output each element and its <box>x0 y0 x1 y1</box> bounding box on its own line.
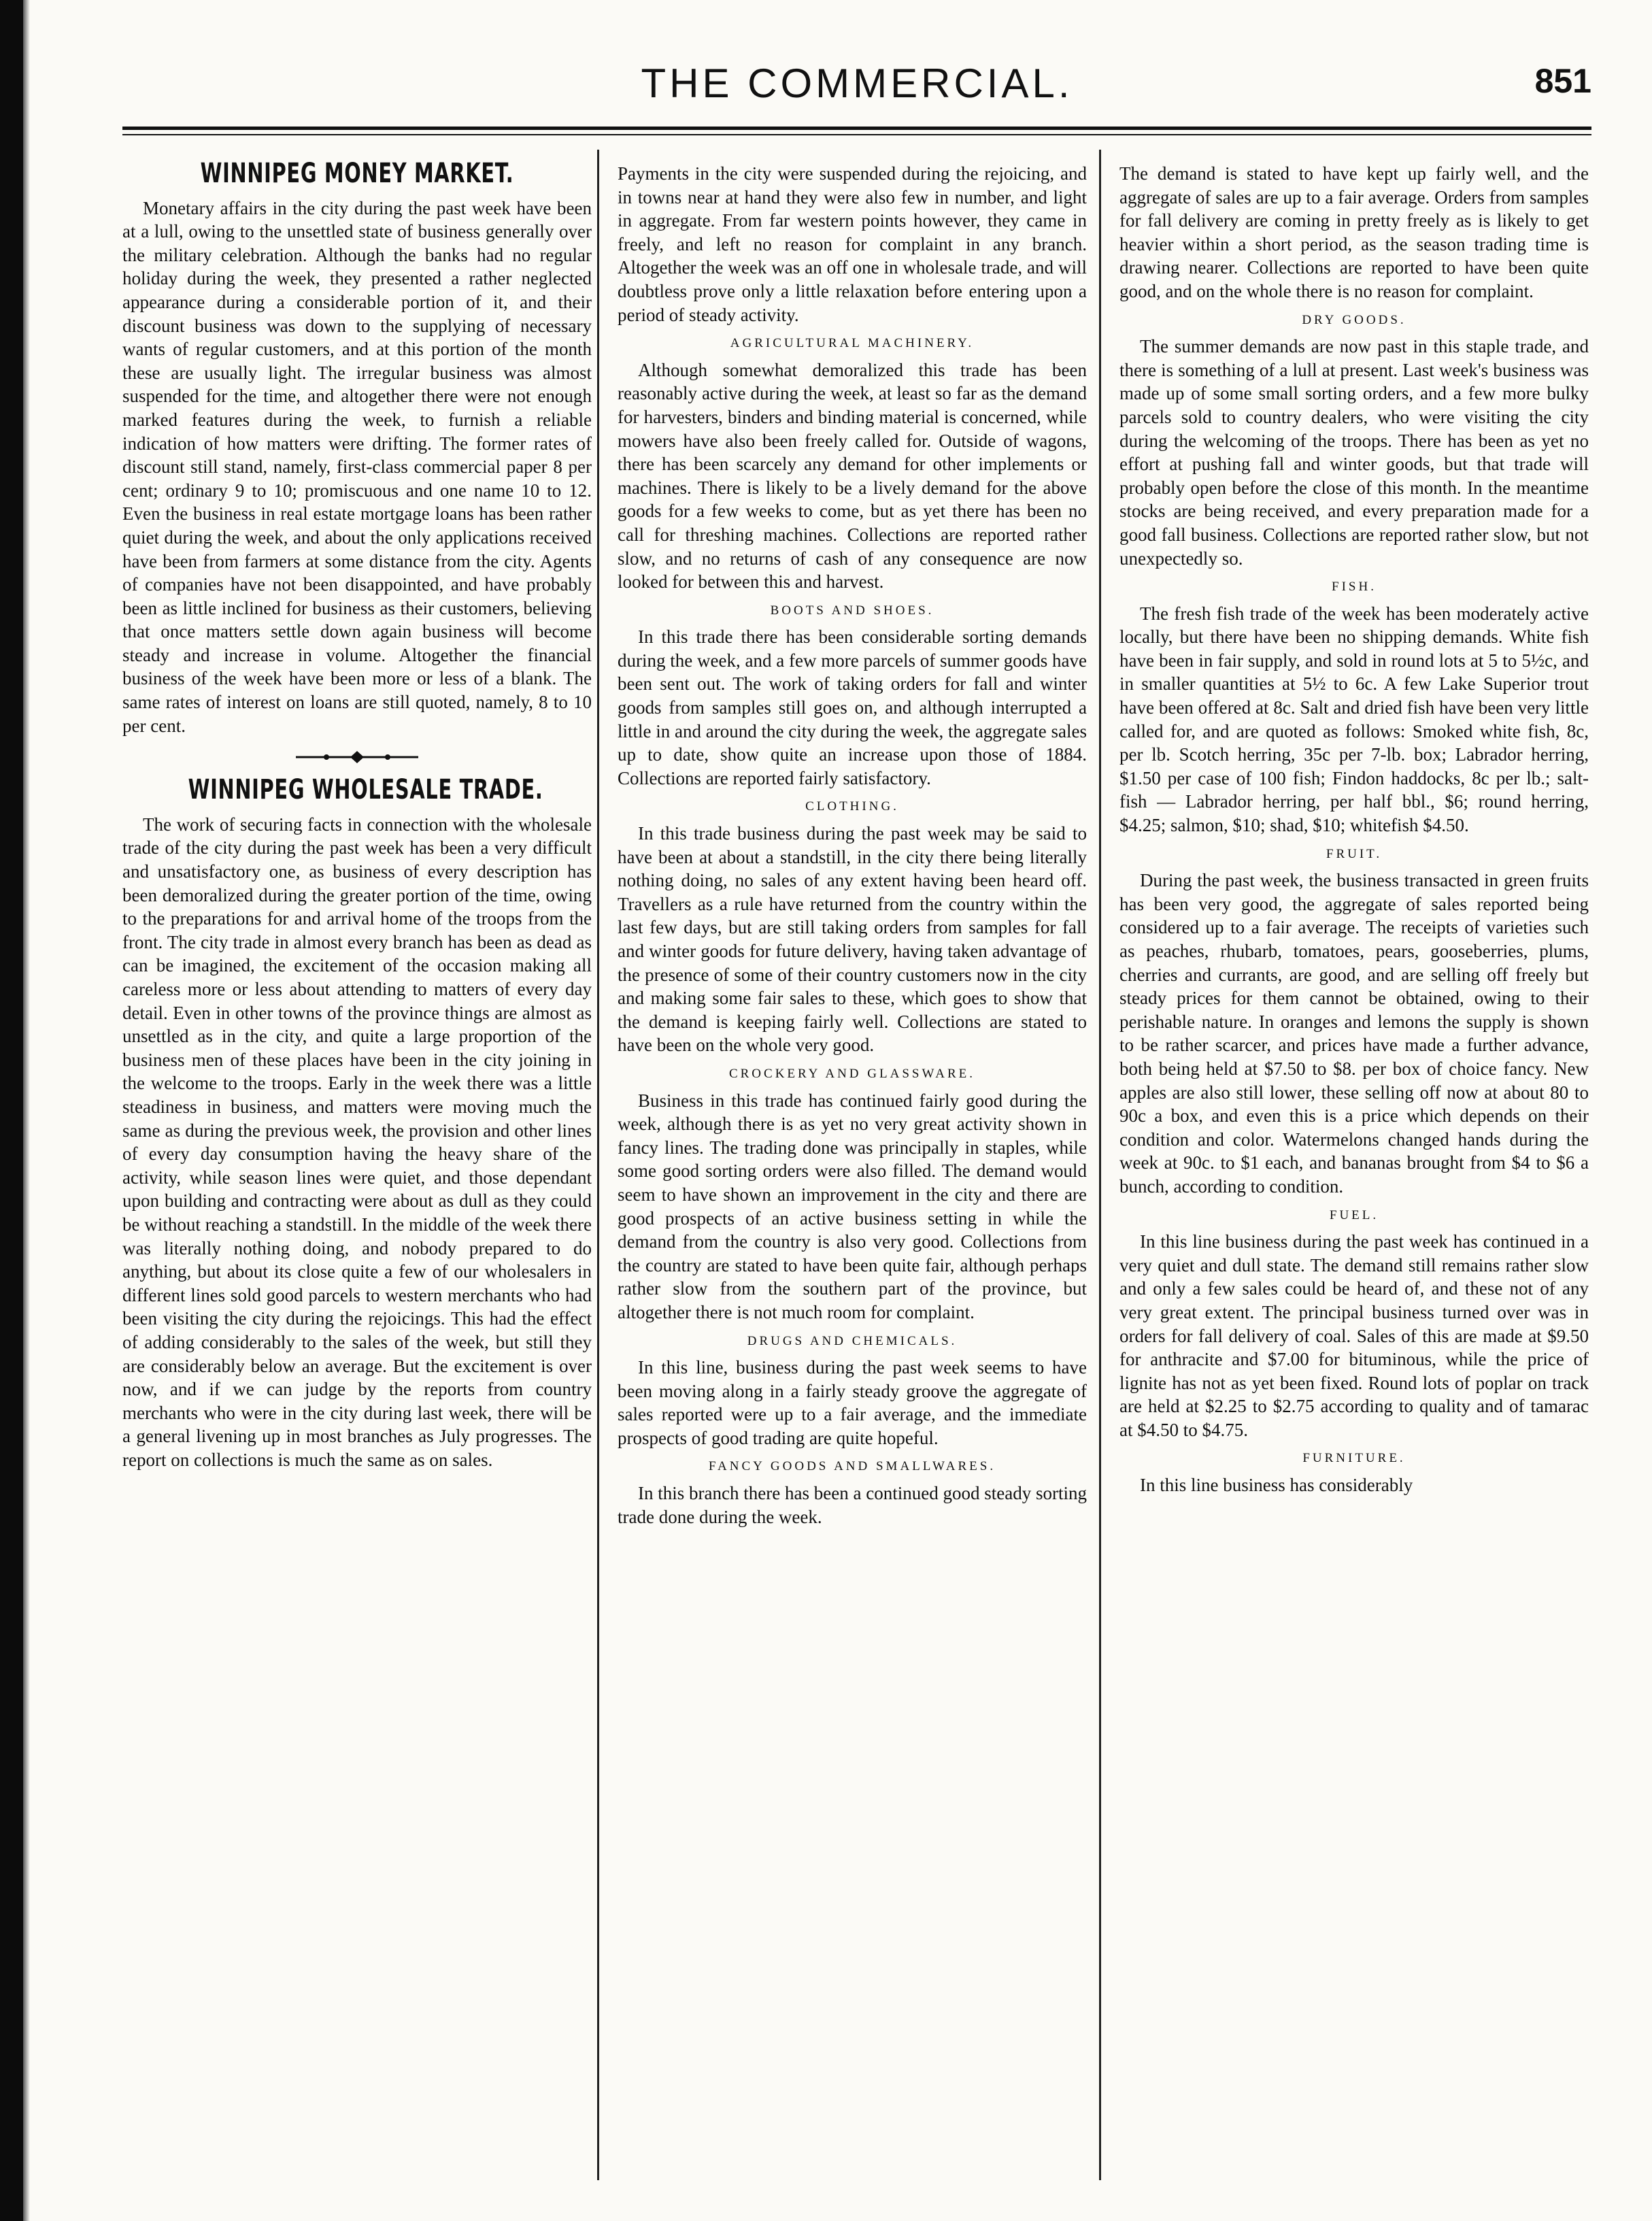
subheading-fish: FISH. <box>1332 580 1377 595</box>
wholesale-continuation: Payments in the city were suspended during the rejoicing, and in towns near at hand they were also few in number, and light in aggregate. From far western points however, they came in freely, and left no reason for complaint in any branch. Altogether the week was an off one in wholesale trade, and will doubtless prove only a little relaxation before entering upon a period of steady activity. <box>618 163 1087 325</box>
header-rule-thin <box>122 134 1591 135</box>
section-ornament <box>122 747 592 767</box>
article-agricultural-machinery: Although somewhat demoralized this trade has been reasonably active during the week, at least so far as the demand for harvesters, binders and binding material is concerned, while mowers have also been freely called for. Outside of wagons, there has been scarcely any demand for other implements or machines. There is likely to be a lively demand for the above goods for a few weeks to come, but as yet there has been no call for threshing machines. Collections are reported rather slow, and no returns of cash of any consequence are now looked for between this and harvest. <box>618 359 1087 592</box>
page-number: 851 <box>1534 62 1591 100</box>
article-dry-goods: The summer demands are now past in this staple trade, and there is something of a lull at present. Last week's business was made up of some small sorting orders, and a few more bulky parcels sold to country dealers, who were visiting the city during the welcoming of the troops. There has been as yet no effort at pushing fall and winter goods, but that trade will probably open before the close of this month. In the meantime stocks are being received, and every preparation made for a good fall business. Collections are reported rather slow, but not unexpectedly so. <box>1119 336 1589 569</box>
subheading-agricultural-machinery: AGRICULTURAL MACHINERY. <box>730 336 975 351</box>
article-drugs-chemicals: In this line, business during the past week seems to have been moving along in a fairly steady groove the aggregate of sales reported were up to a fair average, and the immediate prospects of good trading are quite hopeful. <box>618 1357 1087 1448</box>
column-1 <box>122 158 592 1471</box>
column-divider-2 <box>1099 150 1101 2180</box>
column-3 <box>1119 162 1589 1497</box>
page-edge-shadow <box>0 0 23 2221</box>
article-furniture: In this line business has considerably <box>1140 1475 1413 1496</box>
heading-wholesale-trade: WINNIPEG WHOLESALE TRADE. <box>188 774 543 806</box>
subheading-crockery-glassware: CROCKERY AND GLASSWARE. <box>728 1066 976 1081</box>
subheading-boots-shoes: BOOTS AND SHOES. <box>770 603 934 618</box>
subheading-furniture: FURNITURE. <box>1302 1451 1406 1466</box>
header-rule-thick <box>122 127 1591 130</box>
article-money-market: Monetary affairs in the city during the past week have been at a lull, owing to the unsettled state of business generally over the military celebration. Although the banks had no regular holiday during the week, they presented a rather neglected appearance during a considerable portion of it, and their discount business was down to the supplying of necessary wants of regular customers, and at this portion of the month these are usually light. The irregular business was almost suspended for the time, and altogether there were not enough marked features during the week, to furnish a reliable indication of how matters were drifting. The former rates of discount still stand, namely, first-class commercial paper 8 per cent; ordinary 9 to 10; promiscuous and one name 10 to 12. Even the business in real estate mortgage loans has been rather quiet during the week, and about the only applications received have been from farmers at some distance from the city. Agents of companies have not been disappointed, and have probably been as little inclined for business as their customers, believing that once matters settle down again business will become steady and increase in volume. Altogether the financial business of the week have been more or less of a blank. The same rates of interest on loans are still quoted, namely, 8 to 10 per cent. <box>122 197 592 736</box>
article-fancy-goods: In this branch there has been a continued good steady sorting trade done during the week. <box>618 1483 1087 1527</box>
column-2 <box>618 162 1087 1529</box>
subheading-fuel: FUEL. <box>1329 1207 1379 1222</box>
article-fuel: In this line business during the past week has continued in a very quiet and dull state. The demand still remains rather slow and only a few sales could be heard of, and these not of any very great extent. The principal business turned over was in orders for fall delivery of coal. Sales of this are made at $9.50 for anthracite and $7.00 for bituminous, while the price of lignite has not as yet been fixed. Round lots of poplar on track are held at $2.25 to $2.75 according to quality and of tamarac at $4.50 to $4.75. <box>1119 1231 1589 1440</box>
subheading-drugs-chemicals: DRUGS AND CHEMICALS. <box>747 1333 958 1348</box>
page-edge-gradient <box>23 0 30 2221</box>
article-crockery-glassware: Business in this trade has continued fairly good during the week, although there is as yet no very great activity shown in fancy lines. The trading done was principally in staples, while some good sorting orders were also filled. The demand would seem to have shown an improvement in the city and there are good prospects of an active business setting in while the demand from the country is also very good. Collections from the country are stated to have been quite fair, although perhaps rather slow from the southern part of the province, but altogether there is not much room for complaint. <box>618 1090 1087 1322</box>
article-fish: The fresh fish trade of the week has been moderately active locally, but there have been no shipping demands. White fish have been in fair supply, and sold in round lots at 5 to 5½c, and in smaller quantities at 5½ to 6c. A few Lake Superior trout have been offered at 8c. Salt and dried fish have been very little called for, and are quoted as follows: Smoked white fish, 8c, per lb. Scotch herring, 35c per 7-lb. box; Labrador herring, $1.50 per case of 100 fish; Findon haddocks, 8c per lb.; salt-fish — Labrador herring, per half bbl., $6; round herring, $4.25; salmon, $10; shad, $10; whitefish $4.50. <box>1119 603 1589 836</box>
fancy-goods-continuation: The demand is stated to have kept up fairly well, and the aggregate of sales are up to a fair average. Orders from samples for fall delivery are coming in pretty freely as is likely to get heavier within a short period, as the season trading time is drawing nearer. Collections are reported to have been quite good, and on the whole there is no reason for complaint. <box>1119 163 1589 301</box>
subheading-fancy-goods: FANCY GOODS AND SMALLWARES. <box>708 1459 996 1474</box>
subheading-fruit: FRUIT. <box>1326 846 1383 861</box>
article-clothing: In this trade business during the past week may be said to have been at about a standstill, in the city there being literally nothing doing, no sales of any extent having been heard off. Travellers as a rule have returned from the country within the last few days, but are still taking orders from samples for fall and winter goods for future delivery, having taken advantage of the presence of some of their country customers now in the city and making some fair sales to these, which goes to show that the demand is keeping fairly well. Collections are stated to have been on the whole very good. <box>618 823 1087 1056</box>
masthead <box>122 60 1591 121</box>
article-fruit: During the past week, the business transacted in green fruits has been very good, the aggregate of sales reported being considered up to a fair average. The receipts of varieties such as peaches, rhubarb, tomatoes, pears, gooseberries, plums, cherries and currants, are good, and are selling off freely but steady prices for them cannot be obtained, owing to their perishable nature. In oranges and lemons the supply is shown to be rather scarcer, and prices have made a further advance, both being held at $7.50 to $8. per box of choice fancy. New apples are also still lower, these selling off now at about 80 to 90c a box, and even this is a price which depends on their condition and color. Watermelons changed hands during the week at 90c. to $1 each, and bananas brought from $4 to $6 a bunch, according to condition. <box>1119 870 1589 1197</box>
heading-money-market: WINNIPEG MONEY MARKET. <box>200 158 514 189</box>
subheading-clothing: CLOTHING. <box>805 799 899 814</box>
column-divider-1 <box>597 150 599 2180</box>
article-boots-shoes: In this trade there has been considerable sorting demands during the week, and a few more parcels of summer goods have been sent out. The work of taking orders for fall and winter goods from samples still goes on, and although interrupted a little in and around the city during the week, the aggregate sales up to date, show quite an increase upon those of 1884. Collections are reported fairly satisfactory. <box>618 627 1087 788</box>
subheading-dry-goods: DRY GOODS. <box>1302 312 1406 327</box>
article-wholesale-trade: The work of securing facts in connection with the wholesale trade of the city during the past week has been a very difficult and unsatisfactory one, as business of every description has been demoralized during the greater portion of the time, owing to the preparations for and arrival home of the troops from the front. The city trade in almost every branch has been as dead as can be imagined, the excitement of the occasion making all careless more or less about attending to matters of every day detail. Even in other towns of the province things are almost as unsettled as in the city, and quite a large proportion of the business men of these places have been in the city joining in the welcome to the troops. Early in the week there was a little steadiness in business, and matters were moving much the same as during the previous week, the provision and other lines of every day consumption having the heavy share of the activity, while season lines were quiet, and those dependant upon building and contracting were about as dull as they could be without reaching a standstill. In the middle of the week there was literally nothing doing, and nobody prepared to do anything, but about its close quite a few of our wholesalers in different lines sold good parcels to western merchants who had been visiting the city during the rejoicings. This had the effect of adding considerably to the sales of the week, but still they are considerably below an average. But the excitement is over now, and if we can judge by the reports from country merchants who were in the city during last week, there will be a general livening up in most branches as July progresses. The report on collections is much the same as on sales. <box>122 814 592 1470</box>
publication-title: THE COMMERCIAL. <box>641 61 1073 106</box>
